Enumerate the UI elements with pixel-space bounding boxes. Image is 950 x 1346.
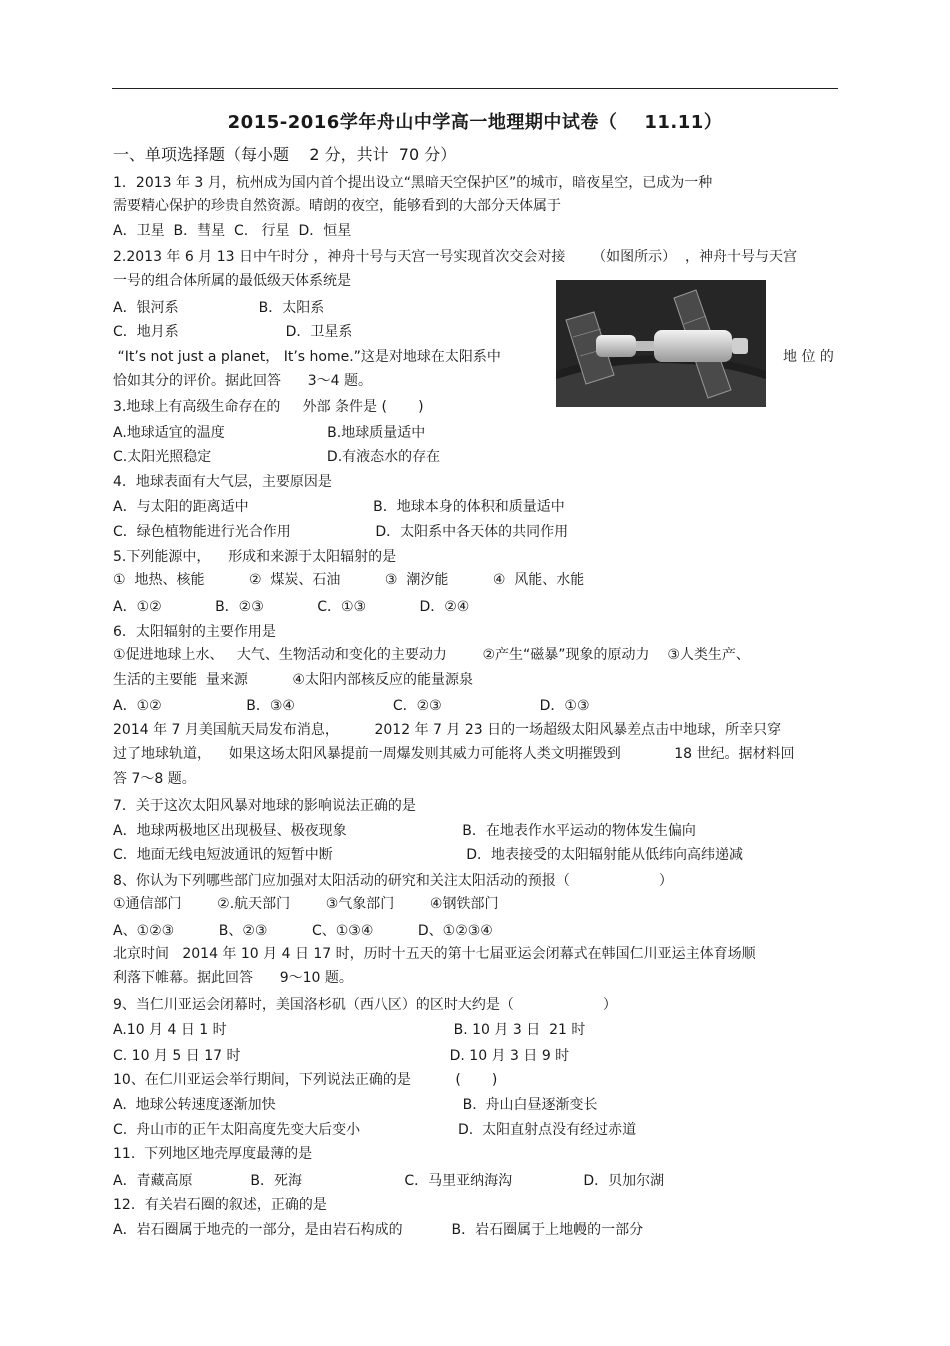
text-line: 恰如其分的评价。据此回答 3～4 题。 bbox=[113, 373, 372, 389]
text-line: 3.地球上有高级生命存在的 外部 条件是 ( ) bbox=[113, 399, 424, 415]
text-line: A．①② B．②③ C．①③ D．②④ bbox=[113, 599, 470, 615]
section-heading: 一、单项选择题（每小题 2 分，共计 70 分） bbox=[113, 145, 457, 164]
text-line: A. 地球公转速度逐渐加快 B. 舟山白昼逐渐变长 bbox=[113, 1097, 598, 1113]
text-line: A、①②③ B、②③ C、①③④ D、①②③④ bbox=[113, 923, 493, 939]
text-line: 生活的主要能 量来源 ④太阳内部核反应的能量源泉 bbox=[113, 672, 473, 688]
text-line: A．①② B．③④ C．②③ D．①③ bbox=[113, 698, 590, 714]
text-line: 8、你认为下列哪些部门应加强对太阳活动的研究和关注太阳活动的预报（ ） bbox=[113, 873, 673, 889]
text-line: 6．太阳辐射的主要作用是 bbox=[113, 624, 276, 640]
text-line: A．银河系 B．太阳系 bbox=[113, 300, 325, 316]
text-line: 9、当仁川亚运会闭幕时，美国洛杉矶（西八区）的区时大约是（ ） bbox=[113, 997, 617, 1013]
text-line: 过了地球轨道， 如果这场太阳风暴提前一周爆发则其威力可能将人类文明摧毁到 18 世纪。据材料回 bbox=[113, 746, 795, 762]
text-line: C. 舟山市的正午太阳高度先变大后变小 D. 太阳直射点没有经过赤道 bbox=[113, 1122, 637, 1138]
text-line: 利落下帷幕。据此回答 9～10 题。 bbox=[113, 970, 353, 986]
text-line: ① 地热、核能 ② 煤炭、石油 ③ 潮汐能 ④ 风能、水能 bbox=[113, 572, 585, 588]
text-line: 2.2013 年 6 月 13 日中午时分 ，神舟十号与天宫一号实现首次交会对接 （如图所示） ，神舟十号与天宫 bbox=[113, 249, 798, 265]
text-line: C．绿色植物能进行光合作用 D．太阳系中各天体的共同作用 bbox=[113, 524, 569, 540]
text-line: ①通信部门 ②.航天部门 ③气象部门 ④钢铁部门 bbox=[113, 896, 499, 912]
text-line: 4．地球表面有大气层，主要原因是 bbox=[113, 474, 332, 490]
text-line: 答 7～8 题。 bbox=[113, 771, 196, 787]
text-line: 10、在仁川亚运会举行期间，下列说法正确的是 ( ) bbox=[113, 1072, 498, 1088]
text-line: 7．关于这次太阳风暴对地球的影响说法正确的是 bbox=[113, 798, 416, 814]
text-line: A．卫星 B．彗星 C. 行星 D．恒星 bbox=[113, 223, 352, 239]
text-line: 5.下列能源中， 形成和来源于太阳辐射的是 bbox=[113, 549, 397, 565]
text-line: 北京时间 2014 年 10 月 4 日 17 时，历时十五天的第十七届亚运会闭幕式在韩国仁川亚运主体育场顺 bbox=[113, 946, 756, 962]
text-line: A.10 月 4 日 1 时 B. 10 月 3 日 21 时 bbox=[113, 1022, 586, 1038]
page-title: 2015-2016学年舟山中学高一地理期中试卷（ 11.11） bbox=[227, 112, 723, 133]
top-rule bbox=[112, 88, 838, 89]
text-line: 一号的组合体所属的最低级天体系统是 bbox=[113, 273, 351, 289]
text-line: A．青藏高原 B．死海 C．马里亚纳海沟 D．贝加尔湖 bbox=[113, 1173, 665, 1189]
text-line: ①促进地球上水、 大气、生物活动和变化的主要动力 ②产生“磁暴”现象的原动力 ③人类生产、 bbox=[113, 647, 750, 663]
text-line: “It’s not just a planet， It’s home.”这是对地球在太阳系中 bbox=[113, 349, 501, 365]
spacecraft-photo bbox=[556, 280, 766, 407]
side-text: 地 位 的 bbox=[783, 349, 834, 365]
text-line: C．地面无线电短波通讯的短暂中断 D．地表接受的太阳辐射能从低纬向高纬递减 bbox=[113, 847, 744, 863]
text-line: C．地月系 D．卫星系 bbox=[113, 324, 353, 340]
text-line: 12．有关岩石圈的叙述，正确的是 bbox=[113, 1197, 327, 1213]
text-line: A．与太阳的距离适中 B．地球本身的体积和质量适中 bbox=[113, 499, 565, 515]
text-line: A．岩石圈属于地壳的一部分，是由岩石构成的 B．岩石圈属于上地幔的一部分 bbox=[113, 1222, 644, 1238]
text-line: A．地球两极地区出现极昼、极夜现象 B．在地表作水平运动的物体发生偏向 bbox=[113, 823, 696, 839]
text-line: 1．2013 年 3 月，杭州成为国内首个提出设立“黑暗天空保护区”的城市，暗夜星空，已成为一种 bbox=[113, 175, 713, 191]
spacecraft-image bbox=[556, 280, 766, 407]
text-line: A.地球适宜的温度 B.地球质量适中 bbox=[113, 425, 426, 441]
text-line: C. 10 月 5 日 17 时 D. 10 月 3 日 9 时 bbox=[113, 1048, 570, 1064]
text-line: C.太阳光照稳定 D.有液态水的存在 bbox=[113, 449, 441, 465]
text-line: 2014 年 7 月美国航天局发布消息， 2012 年 7 月 23 日的一场超级太阳风暴差点击中地球，所幸只穿 bbox=[113, 722, 782, 738]
text-line: 11. 下列地区地壳厚度最薄的是 bbox=[113, 1146, 313, 1162]
text-line: 需要精心保护的珍贵自然资源。晴朗的夜空，能够看到的大部分天体属于 bbox=[113, 198, 561, 214]
